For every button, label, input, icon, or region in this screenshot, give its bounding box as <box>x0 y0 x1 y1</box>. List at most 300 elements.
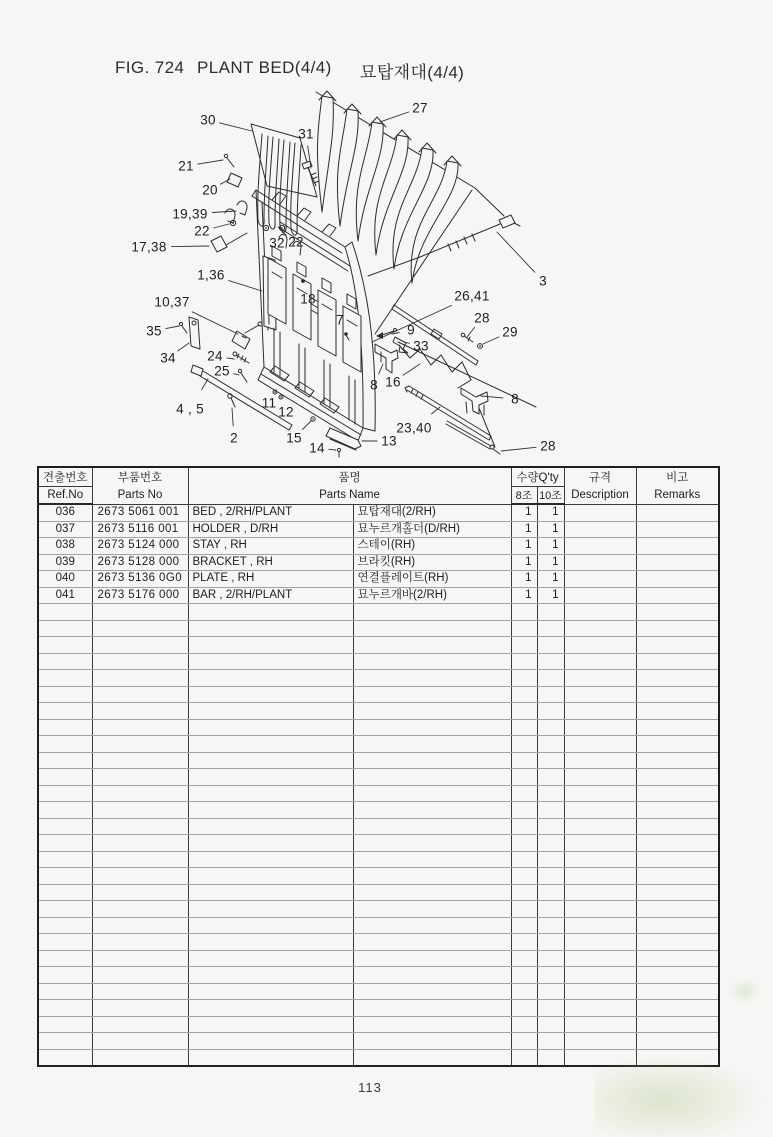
cell-ref <box>38 736 92 753</box>
callout-leader-22 <box>214 224 229 228</box>
cell-name_en <box>188 934 353 951</box>
cell-name_en <box>188 802 353 819</box>
cell-name_en: STAY , RH <box>188 538 353 555</box>
cell-ref <box>38 1033 92 1050</box>
cell-desc <box>564 802 636 819</box>
cell-qty10 <box>537 719 564 736</box>
cell-name_ko <box>353 686 511 703</box>
cell-remarks <box>636 752 719 769</box>
callout-label-14: 14 <box>309 440 325 456</box>
cell-part_no <box>92 703 188 720</box>
empty-table-row <box>38 884 719 901</box>
callout-label-22: 22 <box>288 234 304 250</box>
cell-qty8 <box>511 851 537 868</box>
cell-qty8 <box>511 1049 537 1066</box>
cell-qty10: 1 <box>537 587 564 604</box>
cell-qty8 <box>511 917 537 934</box>
cell-ref <box>38 719 92 736</box>
cell-remarks <box>636 703 719 720</box>
empty-table-row <box>38 835 719 852</box>
cell-part_no <box>92 1016 188 1033</box>
cell-remarks <box>636 653 719 670</box>
table-body <box>38 504 719 1066</box>
cell-ref <box>38 950 92 967</box>
cell-ref <box>38 1016 92 1033</box>
cell-remarks <box>636 769 719 786</box>
cell-remarks <box>636 785 719 802</box>
cell-qty10 <box>537 868 564 885</box>
callout-label-2: 2 <box>230 430 238 446</box>
cell-name_ko <box>353 1000 511 1017</box>
cell-remarks <box>636 521 719 538</box>
callout-leader-3 <box>497 232 535 272</box>
cell-ref <box>38 785 92 802</box>
empty-table-row <box>38 901 719 918</box>
cell-name_ko <box>353 620 511 637</box>
cell-remarks <box>636 868 719 885</box>
callout-label-7: 7 <box>336 312 344 328</box>
cell-name_ko <box>353 703 511 720</box>
callout-label-25: 25 <box>214 363 230 379</box>
cell-part_no <box>92 604 188 621</box>
cell-desc <box>564 769 636 786</box>
cell-name_en <box>188 868 353 885</box>
callout-leader-19,39 <box>213 211 237 213</box>
cell-ref <box>38 851 92 868</box>
cell-part_no: 2673 5116 001 <box>92 521 188 538</box>
cell-qty10: 1 <box>537 504 564 521</box>
cell-qty10 <box>537 835 564 852</box>
cell-part_no <box>92 802 188 819</box>
callout-label-26,41: 26,41 <box>454 288 490 304</box>
header-parts-name: 품명 Parts Name <box>188 467 511 504</box>
cell-desc <box>564 934 636 951</box>
cell-remarks <box>636 1016 719 1033</box>
cell-qty8: 1 <box>511 504 537 521</box>
cell-name_ko <box>353 785 511 802</box>
cell-ref: 038 <box>38 538 92 555</box>
cell-part_no <box>92 868 188 885</box>
callout-label-29: 29 <box>502 324 518 340</box>
empty-table-row <box>38 967 719 984</box>
cell-name_ko: 브라킷(RH) <box>353 554 511 571</box>
empty-table-row <box>38 637 719 654</box>
cell-qty8 <box>511 703 537 720</box>
callout-leader-14 <box>329 449 336 450</box>
cell-ref <box>38 934 92 951</box>
empty-table-row <box>38 950 719 967</box>
cell-desc <box>564 950 636 967</box>
cell-part_no <box>92 769 188 786</box>
cell-desc <box>564 587 636 604</box>
callout-label-27: 27 <box>412 100 428 116</box>
cell-qty10 <box>537 983 564 1000</box>
cell-name_ko <box>353 769 511 786</box>
table-header <box>38 467 719 504</box>
callout-label-1,36: 1,36 <box>197 267 225 283</box>
cell-name_en <box>188 653 353 670</box>
cell-qty10 <box>537 653 564 670</box>
empty-table-row <box>38 769 719 786</box>
callout-leader-24 <box>227 358 234 359</box>
cell-name_en <box>188 785 353 802</box>
empty-table-row <box>38 703 719 720</box>
cell-name_ko <box>353 884 511 901</box>
callout-label-8: 8 <box>511 391 519 407</box>
cell-name_ko <box>353 818 511 835</box>
cell-qty10: 1 <box>537 521 564 538</box>
cell-name_ko <box>353 1016 511 1033</box>
callout-label-3: 3 <box>539 273 547 289</box>
cell-name_en <box>188 818 353 835</box>
cell-part_no <box>92 950 188 967</box>
cell-desc <box>564 917 636 934</box>
cell-qty8 <box>511 802 537 819</box>
callout-label-4 , 5: 4 , 5 <box>176 401 204 417</box>
cell-remarks <box>636 719 719 736</box>
cell-qty8 <box>511 1000 537 1017</box>
cell-name_en <box>188 670 353 687</box>
cell-desc <box>564 504 636 521</box>
cell-name_en: BAR , 2/RH/PLANT <box>188 587 353 604</box>
cell-ref <box>38 901 92 918</box>
scan-tint-blob-small <box>728 978 762 1004</box>
cell-name_ko <box>353 950 511 967</box>
cell-part_no <box>92 917 188 934</box>
cell-name_ko: 스테이(RH) <box>353 538 511 555</box>
scan-tint-blob <box>595 1055 765 1137</box>
callout-label-18: 18 <box>300 291 316 307</box>
cell-name_en <box>188 1049 353 1066</box>
cell-remarks <box>636 917 719 934</box>
cell-desc <box>564 538 636 555</box>
callout-label-9: 9 <box>407 322 415 338</box>
cell-part_no <box>92 686 188 703</box>
cell-ref <box>38 670 92 687</box>
part-16-spring <box>399 345 471 388</box>
parts-table-wrap <box>37 466 720 1067</box>
cell-part_no <box>92 653 188 670</box>
cell-desc <box>564 521 636 538</box>
cell-part_no <box>92 637 188 654</box>
cell-ref <box>38 818 92 835</box>
cell-name_en <box>188 719 353 736</box>
cell-name_ko <box>353 1033 511 1050</box>
cell-ref: 037 <box>38 521 92 538</box>
cell-qty10 <box>537 769 564 786</box>
empty-table-row <box>38 620 719 637</box>
callout-leader-28 <box>467 327 475 337</box>
cell-remarks <box>636 604 719 621</box>
cell-name_en: HOLDER , D/RH <box>188 521 353 538</box>
cell-remarks <box>636 571 719 588</box>
cell-name_ko <box>353 967 511 984</box>
callout-label-12: 12 <box>278 404 294 420</box>
cell-ref <box>38 637 92 654</box>
cell-ref <box>38 703 92 720</box>
cell-part_no <box>92 934 188 951</box>
table-row <box>38 504 719 521</box>
header-qty-8: 8조 <box>511 487 537 505</box>
cell-desc <box>564 703 636 720</box>
figure-title-korean: 묘탑재대(4/4) <box>360 63 465 82</box>
cell-desc <box>564 653 636 670</box>
cell-name_en: PLATE , RH <box>188 571 353 588</box>
cell-desc <box>564 851 636 868</box>
cell-qty10 <box>537 967 564 984</box>
cell-name_ko <box>353 802 511 819</box>
empty-table-row <box>38 851 719 868</box>
cell-desc <box>564 967 636 984</box>
cell-qty10 <box>537 818 564 835</box>
cell-name_ko <box>353 736 511 753</box>
empty-table-row <box>38 736 719 753</box>
cell-name_en <box>188 686 353 703</box>
cell-qty8 <box>511 604 537 621</box>
cell-part_no <box>92 818 188 835</box>
cell-name_ko <box>353 752 511 769</box>
cell-ref <box>38 884 92 901</box>
empty-table-row <box>38 1000 719 1017</box>
cell-desc <box>564 1000 636 1017</box>
cell-name_ko <box>353 653 511 670</box>
cell-name_en <box>188 967 353 984</box>
cell-remarks <box>636 538 719 555</box>
cell-remarks <box>636 686 719 703</box>
cell-desc <box>564 1016 636 1033</box>
cell-qty10 <box>537 917 564 934</box>
cell-qty10 <box>537 851 564 868</box>
callout-leader-35 <box>166 326 179 329</box>
cell-name_ko <box>353 917 511 934</box>
cell-remarks <box>636 587 719 604</box>
cell-desc <box>564 554 636 571</box>
cell-desc <box>564 686 636 703</box>
cell-remarks <box>636 736 719 753</box>
cell-ref <box>38 752 92 769</box>
callout-label-15: 15 <box>286 430 302 446</box>
cell-desc <box>564 818 636 835</box>
empty-table-row <box>38 917 719 934</box>
cell-name_ko <box>353 851 511 868</box>
cell-ref <box>38 917 92 934</box>
cell-name_en <box>188 769 353 786</box>
cell-remarks <box>636 967 719 984</box>
cell-ref <box>38 802 92 819</box>
cell-desc <box>564 868 636 885</box>
cell-name_ko <box>353 934 511 951</box>
cell-name_en <box>188 1016 353 1033</box>
callout-label-10,37: 10,37 <box>154 294 190 310</box>
cell-qty8 <box>511 901 537 918</box>
cell-qty8 <box>511 950 537 967</box>
cell-qty8 <box>511 934 537 951</box>
cell-ref <box>38 604 92 621</box>
cell-ref <box>38 620 92 637</box>
cell-part_no <box>92 1000 188 1017</box>
cell-qty10 <box>537 670 564 687</box>
figure-number: FIG. 724 <box>115 58 185 77</box>
cell-name_ko <box>353 901 511 918</box>
cell-name_en <box>188 604 353 621</box>
cell-part_no <box>92 1049 188 1066</box>
empty-table-row <box>38 818 719 835</box>
cell-part_no <box>92 785 188 802</box>
callout-label-35: 35 <box>146 323 162 339</box>
cell-ref: 036 <box>38 504 92 521</box>
cell-desc <box>564 1033 636 1050</box>
cell-desc <box>564 620 636 637</box>
cell-part_no: 2673 5136 0G0 <box>92 571 188 588</box>
cell-part_no: 2673 5128 000 <box>92 554 188 571</box>
cell-name_ko <box>353 604 511 621</box>
cell-ref: 040 <box>38 571 92 588</box>
cell-name_ko: 묘누르개바(2/RH) <box>353 587 511 604</box>
callout-label-22: 22 <box>194 223 210 239</box>
cell-part_no <box>92 967 188 984</box>
cell-qty10 <box>537 1016 564 1033</box>
cell-desc <box>564 604 636 621</box>
callout-leader-28 <box>501 447 536 451</box>
cell-name_en <box>188 620 353 637</box>
callout-leader-4 , 5 <box>202 379 208 390</box>
cell-qty8 <box>511 818 537 835</box>
cell-part_no <box>92 851 188 868</box>
cell-name_en: BRACKET , RH <box>188 554 353 571</box>
cell-qty10 <box>537 1000 564 1017</box>
cell-qty8: 1 <box>511 521 537 538</box>
cell-qty8 <box>511 637 537 654</box>
part-28-lower-screw <box>446 421 500 454</box>
cell-remarks <box>636 620 719 637</box>
cell-remarks <box>636 950 719 967</box>
part-28-upper-bolt <box>461 333 473 342</box>
cell-qty8 <box>511 719 537 736</box>
cell-remarks <box>636 818 719 835</box>
cell-name_en <box>188 835 353 852</box>
cell-name_en <box>188 884 353 901</box>
cell-remarks <box>636 983 719 1000</box>
cell-qty10 <box>537 950 564 967</box>
cell-qty8 <box>511 785 537 802</box>
callout-label-32: 32 <box>269 235 285 251</box>
cell-ref <box>38 983 92 1000</box>
cell-ref <box>38 967 92 984</box>
callout-label-24: 24 <box>207 348 223 364</box>
cell-qty8 <box>511 736 537 753</box>
cell-name_en <box>188 637 353 654</box>
callout-label-13: 13 <box>381 433 397 449</box>
empty-table-row <box>38 868 719 885</box>
cell-desc <box>564 736 636 753</box>
callout-leader-34 <box>178 343 189 351</box>
cell-qty8 <box>511 620 537 637</box>
callout-leader-21 <box>198 160 223 164</box>
callout-leader-2 <box>232 408 233 426</box>
cell-desc <box>564 670 636 687</box>
cell-qty8 <box>511 1016 537 1033</box>
header-description: 규격 Description <box>564 467 636 504</box>
cell-remarks <box>636 670 719 687</box>
cell-ref <box>38 1049 92 1066</box>
figure-title-english: PLANT BED(4/4) <box>197 58 332 77</box>
cell-name_ko <box>353 1049 511 1066</box>
cell-qty8 <box>511 1033 537 1050</box>
cell-part_no: 2673 5176 000 <box>92 587 188 604</box>
cell-name_ko <box>353 719 511 736</box>
empty-table-row <box>38 670 719 687</box>
cell-name_ko <box>353 868 511 885</box>
cell-remarks <box>636 637 719 654</box>
cell-part_no <box>92 884 188 901</box>
cell-desc <box>564 752 636 769</box>
cell-desc <box>564 571 636 588</box>
callout-leader-30 <box>220 123 252 131</box>
cell-qty8 <box>511 868 537 885</box>
cell-qty10: 1 <box>537 554 564 571</box>
cell-qty10 <box>537 884 564 901</box>
callout-leader-1,36 <box>229 281 262 291</box>
callout-leader-17,38 <box>172 246 210 247</box>
cell-remarks <box>636 851 719 868</box>
cell-qty10 <box>537 736 564 753</box>
cell-qty8 <box>511 686 537 703</box>
cell-qty8 <box>511 983 537 1000</box>
cell-name_en <box>188 983 353 1000</box>
cell-qty8 <box>511 884 537 901</box>
empty-table-row <box>38 1016 719 1033</box>
callout-leader-25 <box>234 374 239 375</box>
empty-table-row <box>38 934 719 951</box>
empty-table-row <box>38 719 719 736</box>
callout-label-34: 34 <box>160 350 176 366</box>
header-remarks: 비고 Remarks <box>636 467 719 504</box>
cell-part_no <box>92 719 188 736</box>
cell-desc <box>564 835 636 852</box>
cell-name_en <box>188 851 353 868</box>
cell-qty8 <box>511 670 537 687</box>
callout-label-16: 16 <box>385 374 401 390</box>
cell-name_en <box>188 917 353 934</box>
part-3-rod <box>368 215 520 276</box>
cell-qty8 <box>511 967 537 984</box>
cell-part_no <box>92 670 188 687</box>
cell-qty10 <box>537 901 564 918</box>
cell-desc <box>564 884 636 901</box>
cell-remarks <box>636 901 719 918</box>
callout-leader-29 <box>483 337 499 344</box>
header-qty-10: 10조 <box>537 487 564 505</box>
callout-label-30: 30 <box>200 112 216 128</box>
cell-qty8 <box>511 835 537 852</box>
cell-ref <box>38 769 92 786</box>
cell-name_ko: 묘누르개홀더(D/RH) <box>353 521 511 538</box>
cell-ref: 041 <box>38 587 92 604</box>
cell-ref: 039 <box>38 554 92 571</box>
cell-name_en <box>188 901 353 918</box>
cell-remarks <box>636 1033 719 1050</box>
callout-label-19,39: 19,39 <box>172 206 208 222</box>
cell-ref <box>38 868 92 885</box>
cell-name_en: BED , 2/RH/PLANT <box>188 504 353 521</box>
callout-label-23,40: 23,40 <box>396 420 432 436</box>
cell-name_ko <box>353 835 511 852</box>
cell-remarks <box>636 884 719 901</box>
cell-remarks <box>636 504 719 521</box>
cell-qty10 <box>537 637 564 654</box>
cell-remarks <box>636 802 719 819</box>
callout-leader-8 <box>379 364 383 374</box>
